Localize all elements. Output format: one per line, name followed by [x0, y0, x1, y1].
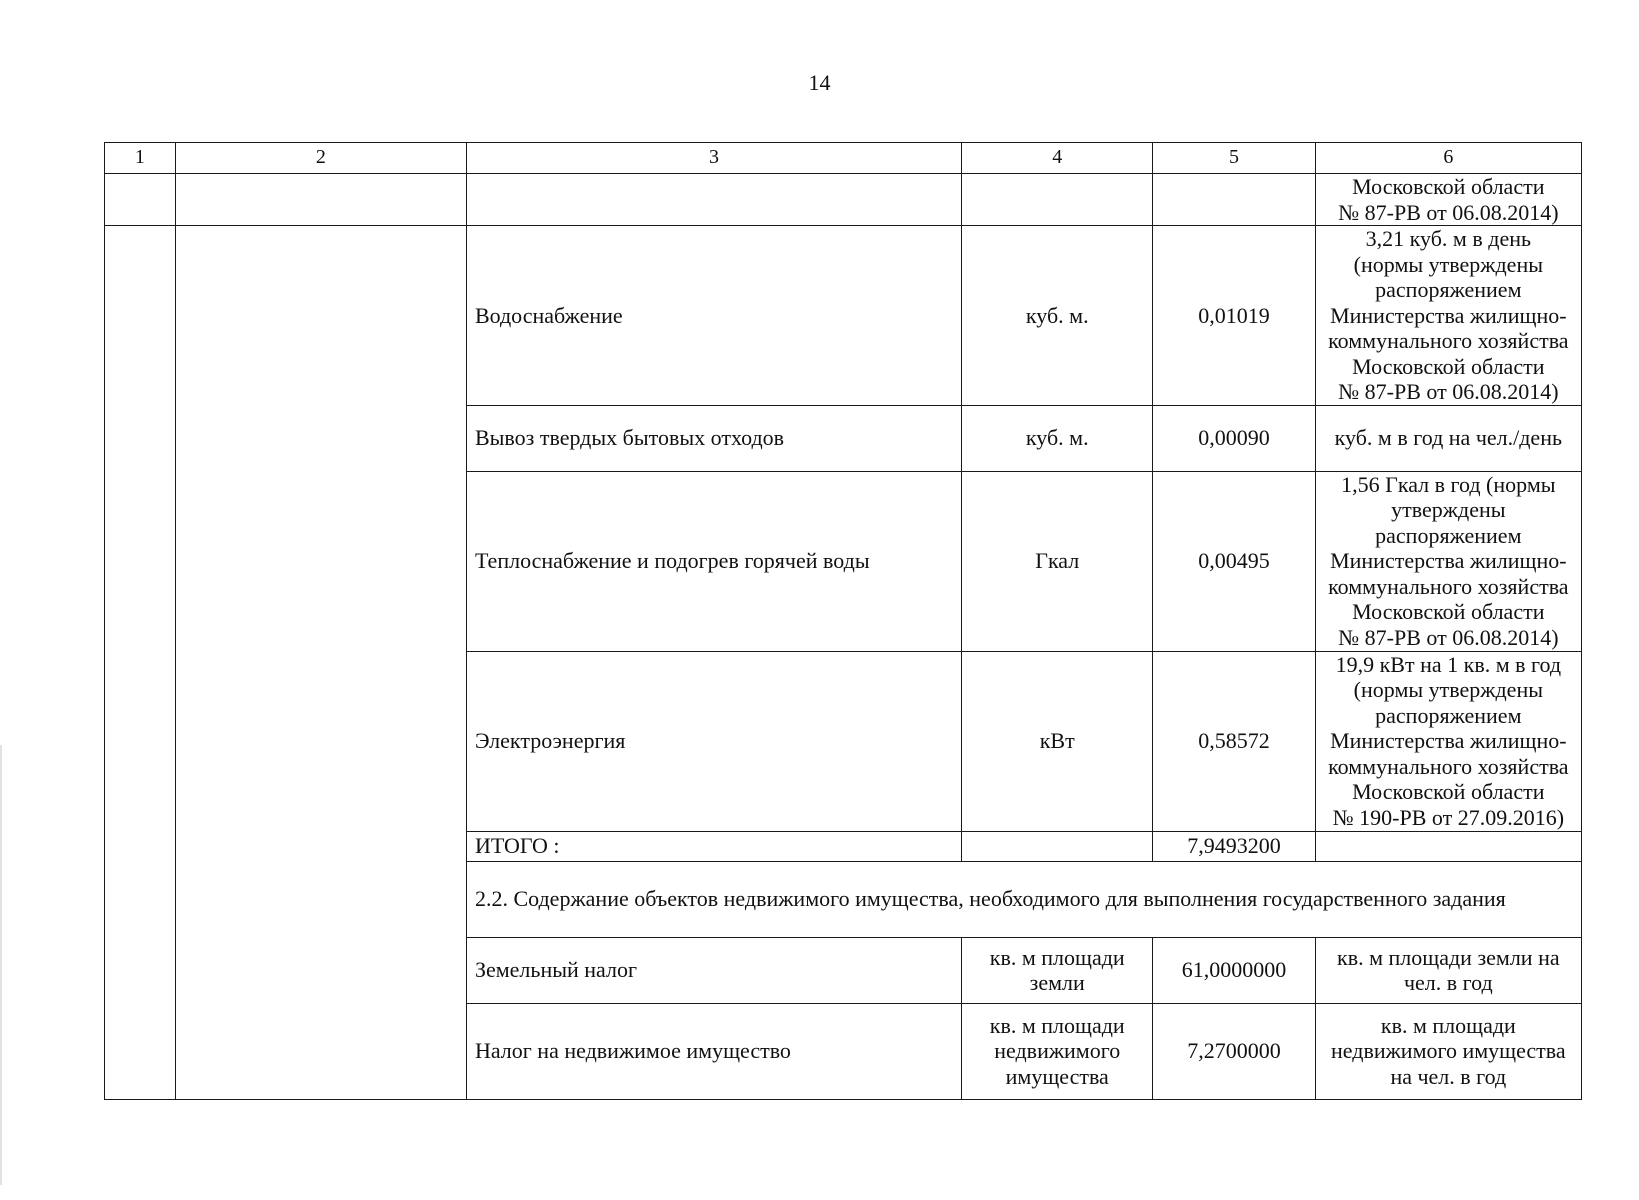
row-name: Водоснабжение [466, 226, 961, 406]
note-line: 19,9 кВт на 1 кв. м в год [1335, 651, 1562, 677]
norms-table [104, 142, 1582, 1100]
row-unit: куб. м. [962, 226, 1153, 406]
row-unit: кВт [962, 651, 1153, 831]
table-header-row [105, 143, 1582, 174]
note-line: коммунального хозяйства [1328, 328, 1569, 353]
cell-col-2-merged [175, 226, 466, 1100]
note-cell [1315, 226, 1581, 406]
row-value: 0,58572 [1153, 651, 1315, 831]
unit-line: земли [1029, 970, 1085, 995]
cell-empty [466, 174, 961, 226]
row-name: Налог на недвижимое имущество [466, 1003, 961, 1099]
row-value: 0,01019 [1153, 226, 1315, 406]
row-unit: Гкал [962, 471, 1153, 651]
note-line: Московской области [1352, 353, 1545, 379]
note-line: 1,56 Гкал в год (нормы [1341, 471, 1556, 497]
note-line: коммунального хозяйства [1328, 573, 1569, 599]
note-line: Московской области [1352, 599, 1545, 625]
note-line: недвижимого имущества [1331, 1038, 1566, 1064]
row-name: Земельный налог [466, 937, 961, 1003]
unit-cell [962, 1003, 1153, 1099]
note-line: Московской области [1352, 779, 1545, 805]
note-line: распоряжением [1375, 522, 1522, 548]
cell-empty [962, 174, 1153, 226]
cell-empty [175, 174, 466, 226]
row-name: Вывоз твердых бытовых отходов [466, 405, 961, 471]
row-name: Теплоснабжение и подогрев горячей воды [466, 471, 961, 651]
total-value: 7,9493200 [1153, 831, 1315, 861]
row-name: Электроэнергия [466, 651, 961, 831]
note-line: (нормы утверждены [1353, 677, 1543, 703]
unit-line: недвижимого [994, 1038, 1121, 1064]
note-line: Министерства жилищно- [1330, 728, 1567, 754]
note-line: № 87-РВ от 06.08.2014) [1338, 624, 1559, 650]
note-line: № 87-РВ от 06.08.2014) [1338, 199, 1559, 225]
header-col-2: 2 [175, 143, 466, 174]
row-value: 61,0000000 [1153, 937, 1315, 1003]
note-cell [1315, 1003, 1581, 1099]
cell-empty [1315, 831, 1581, 861]
cell-empty [105, 174, 176, 226]
table-row-continued [105, 174, 1582, 226]
note-line: (нормы утверждены [1353, 251, 1543, 277]
note-line: № 190-РВ от 27.09.2016) [1332, 804, 1565, 830]
note-line: утверждены [1391, 497, 1506, 523]
total-label: ИТОГО : [466, 831, 961, 861]
note-line: № 87-РВ от 06.08.2014) [1338, 379, 1559, 404]
cell-empty [1153, 174, 1315, 226]
note-line: распоряжением [1375, 702, 1522, 728]
header-col-1: 1 [105, 143, 176, 174]
note-line: кв. м площади [1380, 1012, 1516, 1038]
page-number: 14 [808, 70, 831, 95]
note-line: коммунального хозяйства [1328, 753, 1569, 779]
note-line: чел. в год [1403, 970, 1493, 995]
table-row [105, 226, 1582, 406]
note-line: Московской области [1352, 174, 1545, 199]
row-value: 0,00090 [1153, 405, 1315, 471]
unit-line: кв. м площади [989, 944, 1125, 970]
note-line: на чел. в год [1390, 1063, 1507, 1089]
unit-cell [962, 937, 1153, 1003]
note-line: 3,21 куб. м в день [1365, 226, 1532, 251]
header-col-3: 3 [466, 143, 961, 174]
note-line: распоряжением [1375, 277, 1522, 302]
cell-empty [962, 831, 1153, 861]
note-line: Министерства жилищно- [1330, 548, 1567, 574]
header-col-4: 4 [962, 143, 1153, 174]
cell-col-1-merged [105, 226, 176, 1100]
unit-line: кв. м площади [989, 1012, 1125, 1038]
header-col-6: 6 [1315, 143, 1581, 174]
note-cell [1315, 651, 1581, 831]
note-cell [1315, 174, 1581, 226]
header-col-5: 5 [1153, 143, 1315, 174]
note-cell [1315, 937, 1581, 1003]
scan-margin-line [0, 745, 2, 1185]
note-line: куб. м в год на чел./день [1334, 425, 1563, 451]
note-cell [1315, 405, 1581, 471]
row-value: 7,2700000 [1153, 1003, 1315, 1099]
unit-line: имущества [1005, 1063, 1109, 1089]
row-value: 0,00495 [1153, 471, 1315, 651]
note-cell [1315, 471, 1581, 651]
row-unit: куб. м. [962, 405, 1153, 471]
section-title: 2.2. Содержание объектов недвижимого имущества, необходимого для выполнения государственного задания [466, 861, 1581, 937]
note-line: кв. м площади земли на [1337, 944, 1560, 970]
note-line: Министерства жилищно- [1330, 302, 1567, 328]
